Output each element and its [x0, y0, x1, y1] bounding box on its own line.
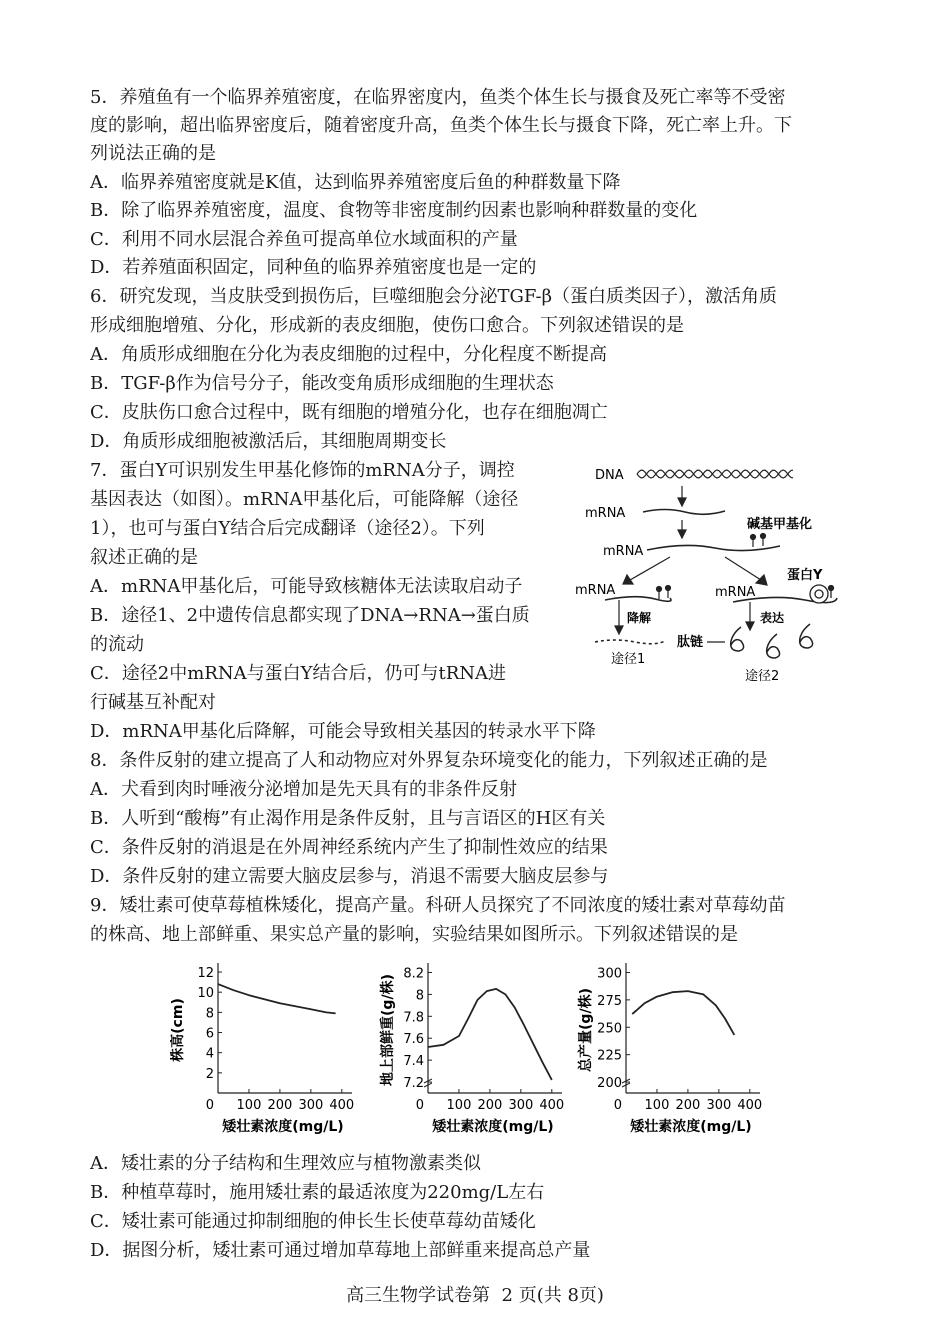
x-tick-label: 100	[446, 1098, 472, 1113]
chart-panel-3	[577, 963, 762, 1135]
express-label: 表达	[760, 611, 785, 625]
q6-option-c: C．皮肤伤口愈合过程中，既有细胞的增殖分化，也存在细胞凋亡	[90, 402, 608, 423]
chart-panel-2	[379, 963, 564, 1135]
y-tick-label: 4	[205, 1046, 214, 1062]
x-tick-label: 200	[675, 1098, 701, 1113]
y-tick-label: 6	[205, 1026, 214, 1042]
y-tick-label: 250	[597, 1021, 622, 1037]
y-tick-label: 7.6	[403, 1032, 424, 1048]
protein-y-label: 蛋白Y	[787, 568, 823, 583]
q5-option-b: B．除了临界养殖密度，温度、食物等非密度制约因素也影响种群数量的变化	[90, 200, 698, 221]
y-tick-label: 225	[597, 1048, 622, 1064]
mrna-label-2: mRNA	[603, 544, 644, 559]
y-tick-label: 8	[205, 1006, 214, 1022]
y-tick-label: 275	[597, 993, 622, 1009]
q9-option-b: B．种植草莓时，施用矮壮素的最适浓度为220mg/L左右	[90, 1182, 545, 1203]
degraded-mrna	[595, 640, 665, 644]
y-tick-label: 300	[597, 966, 622, 982]
q7-option-a: A．mRNA甲基化后，可能导致核糖体无法读取启动子	[90, 576, 523, 597]
y-axis-label: 株高(cm)	[170, 998, 186, 1062]
y-tick-label: 7.4	[403, 1054, 424, 1070]
q5-option-d: D．若养殖面积固定，同种鱼的临界养殖密度也是一定的	[90, 257, 537, 278]
x-tick-label: 300	[298, 1098, 324, 1113]
data-series-line	[218, 984, 336, 1013]
q7-stem-line: 1），也可与蛋白Y结合后完成翻译（途径2）。下列	[90, 518, 485, 539]
protein-y-icon	[810, 585, 834, 603]
q9-option-c: C．矮壮素可能通过抑制细胞的伸长生长使草莓幼苗矮化	[90, 1211, 536, 1232]
q6-option-b: B．TGF-β作为信号分子，能改变角质形成细胞的生理状态	[90, 373, 554, 394]
path1-label: 途径1	[611, 652, 646, 667]
chart-panel-1	[170, 963, 354, 1135]
x-axis-label: 矮壮素浓度(mg/L)	[432, 1119, 554, 1135]
x-axis-label: 矮壮素浓度(mg/L)	[630, 1119, 752, 1135]
dna-label: DNA	[595, 468, 624, 483]
peptide-label: 肽链	[677, 635, 704, 650]
q8-option-b: B．人听到“酸梅”有止渴作用是条件反射，且与言语区的H区有关	[90, 808, 606, 829]
mrna-label-4: mRNA	[715, 585, 756, 600]
q8-option-a: A．犬看到肉时唾液分泌增加是先天具有的非条件反射	[90, 779, 517, 800]
footer-page-number: 2	[501, 1285, 513, 1306]
q7-stem-line: 基因表达（如图）。mRNA甲基化后，可能降解（途径	[90, 489, 519, 510]
y-axis-label: 地上部鲜重(g/株)	[380, 974, 396, 1086]
y-tick-label: 12	[197, 966, 214, 982]
x-tick-label: 200	[267, 1098, 293, 1113]
mrna-label-1: mRNA	[585, 506, 626, 521]
x-tick-label: 300	[706, 1098, 732, 1113]
q7-option-b-cont: 的流动	[90, 634, 144, 655]
footer-page-total: 页(共 8页)	[518, 1285, 604, 1306]
q7-option-b: B．途径1、2中遗传信息都实现了DNA→RNA→蛋白质	[90, 605, 530, 626]
q5-stem-line: 度的影响，超出临界密度后，随着密度升高，鱼类个体生长与摄食下降，死亡率上升。下	[90, 115, 792, 136]
dna-double-helix	[637, 470, 793, 478]
q5-stem-line: 5．养殖鱼有一个临界养殖密度，在临界密度内，鱼类个体生长与摄食及死亡率等不受密	[90, 87, 786, 108]
x-tick-label: 400	[329, 1098, 355, 1113]
q9-option-a: A．矮壮素的分子结构和生理效应与植物激素类似	[90, 1153, 481, 1174]
methyl-group-icon	[657, 586, 671, 600]
q6-option-a: A．角质形成细胞在分化为表皮细胞的过程中，分化程度不断提高	[90, 344, 607, 365]
q6-stem-line: 6．研究发现，当皮肤受到损伤后，巨噬细胞会分泌TGF-β（蛋白质类因子），激活角质	[90, 286, 778, 307]
page-footer	[0, 1282, 950, 1310]
q9-stem-line: 9．矮壮素可使草莓植株矮化，提高产量。科研人员探究了不同浓度的矮壮素对草莓幼苗	[90, 895, 786, 916]
x-tick-label: 400	[539, 1098, 565, 1113]
x-tick-label: 100	[644, 1098, 670, 1113]
x-tick-label: 300	[508, 1098, 534, 1113]
footer-title: 高三生物学试卷第	[346, 1285, 491, 1306]
degrade-label: 降解	[627, 611, 652, 625]
data-series-line	[632, 991, 734, 1035]
peptide-chain-icon	[731, 624, 813, 658]
q8-stem-line: 8．条件反射的建立提高了人和动物应对外界复杂环境变化的能力，下列叙述正确的是	[90, 750, 768, 771]
q8-option-c: C．条件反射的消退是在外周神经系统内产生了抑制性效应的结果	[90, 837, 608, 858]
q5-stem-line: 列说法正确的是	[90, 143, 216, 164]
data-series-line	[428, 989, 552, 1080]
q7-stem-line: 7．蛋白Y可识别发生甲基化修饰的mRNA分子，调控	[90, 460, 515, 481]
x-tick-label: 100	[236, 1098, 262, 1113]
methyl-group-icon	[751, 534, 766, 548]
x-tick-label: 0	[415, 1098, 424, 1113]
q9-charts	[170, 955, 790, 1145]
q5-option-a: A．临界养殖密度就是K值，达到临界养殖密度后鱼的种群数量下降	[90, 172, 621, 193]
y-axis-label: 总产量(g/株)	[578, 988, 594, 1072]
q9-stem-line: 的株高、地上部鲜重、果实总产量的影响，实验结果如图所示。下列叙述错误的是	[90, 924, 738, 945]
mrna-label-3: mRNA	[575, 583, 616, 598]
q9-option-d: D．据图分析，矮壮素可通过增加草莓地上部鲜重来提高总产量	[90, 1240, 591, 1261]
y-tick-label: 200	[597, 1076, 622, 1092]
q7-option-c-cont: 行碱基互补配对	[90, 692, 216, 713]
methylation-label: 碱基甲基化	[747, 517, 813, 532]
y-tick-label: 8	[415, 988, 424, 1004]
q6-option-d: D．角质形成细胞被激活后，其细胞周期变长	[90, 431, 447, 452]
y-tick-label: 7.2	[403, 1076, 424, 1092]
x-tick-label: 200	[477, 1098, 503, 1113]
y-tick-label: 7.8	[403, 1010, 424, 1026]
q6-stem-line: 形成细胞增殖、分化，形成新的表皮细胞，使伤口愈合。下列叙述错误的是	[90, 315, 684, 336]
x-tick-label: 0	[205, 1098, 214, 1113]
x-axis-label: 矮壮素浓度(mg/L)	[222, 1119, 344, 1135]
y-tick-label: 10	[197, 986, 214, 1002]
mrna-methylation-diagram	[565, 462, 855, 687]
q8-option-d: D．条件反射的建立需要大脑皮层参与，消退不需要大脑皮层参与	[90, 866, 609, 887]
q7-option-d: D．mRNA甲基化后降解，可能会导致相关基因的转录水平下降	[90, 721, 596, 742]
y-tick-label: 2	[205, 1066, 214, 1082]
q5-option-c: C．利用不同水层混合养鱼可提高单位水域面积的产量	[90, 229, 518, 250]
x-tick-label: 0	[613, 1098, 622, 1113]
path2-label: 途径2	[745, 669, 780, 684]
y-tick-label: 8.2	[403, 966, 424, 982]
q7-option-c: C．途径2中mRNA与蛋白Y结合后，仍可与tRNA进	[90, 663, 507, 684]
mrna-strand-1	[643, 510, 725, 515]
mrna-strand-2	[647, 545, 780, 550]
q7-stem-line: 叙述正确的是	[90, 547, 198, 568]
x-tick-label: 400	[737, 1098, 763, 1113]
